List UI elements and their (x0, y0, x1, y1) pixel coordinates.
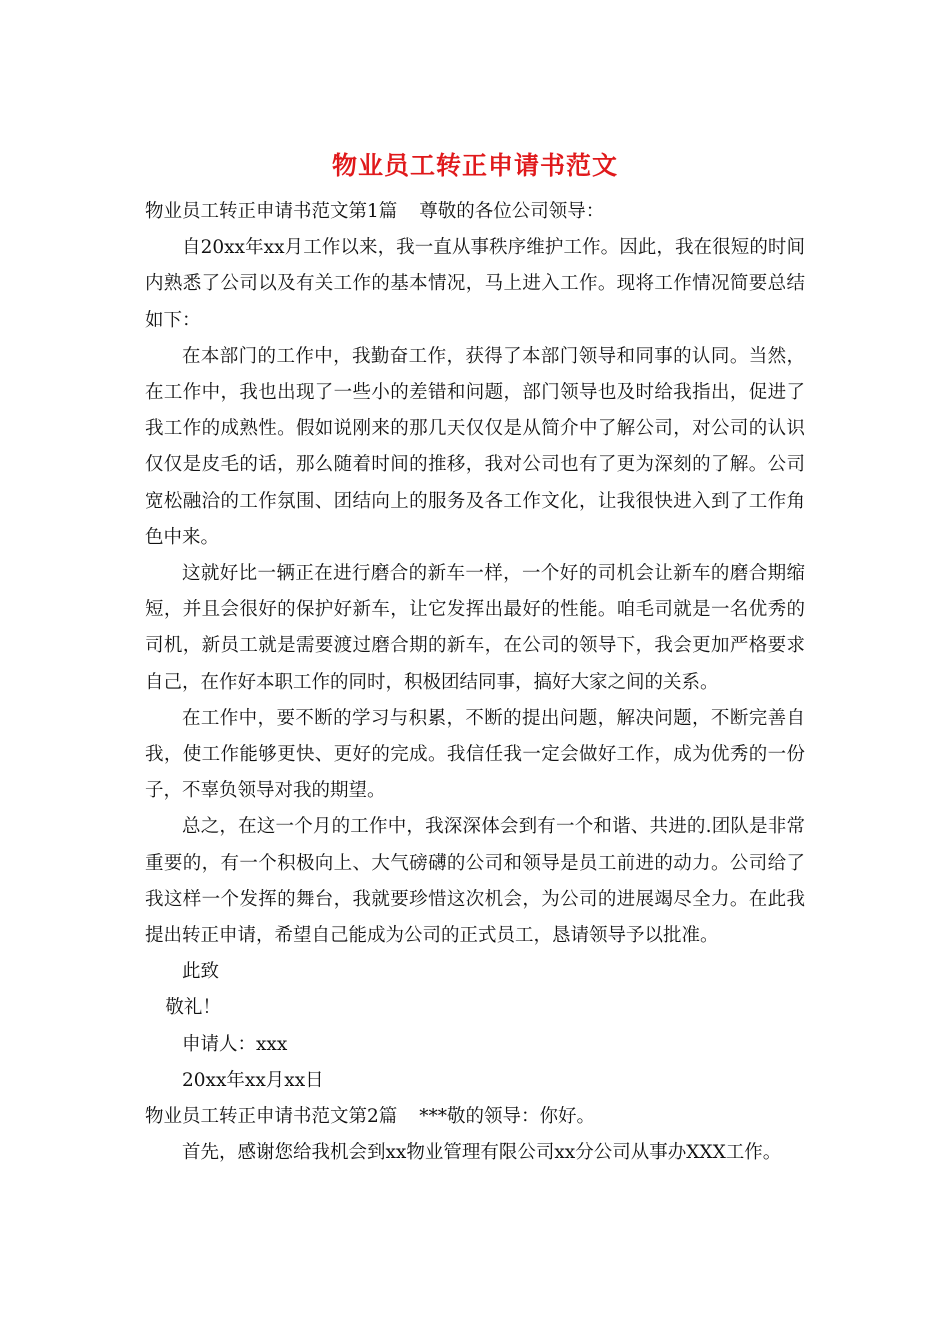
section-2-salutation: ***敬的领导：你好。 (419, 1106, 596, 1128)
paragraph: 在本部门的工作中，我勤奋工作，获得了本部门领导和同事的认同。当然，在工作中，我也出现了一些小的差错和问题，部门领导也及时给我指出，促进了我工作的成熟性。假如说刚来的那几天仅仅是从简介中了解公司，对公司的认识仅仅是皮毛的话，那么随着时间的推移，我对公司也有了更为深刻的了解。公司宽松融洽的工作氛围、团结向上的服务及各工作文化，让我很快进入到了工作角色中来。 (145, 345, 805, 548)
section-2-heading: 物业员工转正申请书范文第2篇 (145, 1106, 398, 1128)
section-1-heading-line (145, 194, 805, 230)
date-line: 20xx年xx月xx日 (182, 1069, 324, 1091)
paragraph: 这就好比一辆正在进行磨合的新车一样，一个好的司机会让新车的磨合期缩短，并且会很好的保护好新车，让它发挥出最好的性能。咱毛司就是一名优秀的司机，新员工就是需要渡过磨合期的新车，在公司的领导下，我会更加严格要求自己，在作好本职工作的同时，积极团结同事，搞好大家之间的关系。 (145, 563, 805, 693)
section-2-heading-line (145, 1099, 805, 1135)
paragraph: 首先，感谢您给我机会到xx物业管理有限公司xx分公司从事办XXX工作。 (182, 1142, 782, 1164)
section-1-heading: 物业员工转正申请书范文第1篇 (145, 201, 398, 222)
paragraph: 自20xx年xx月工作以来，我一直从事秩序维护工作。因此，我在很短的时间内熟悉了公司以及有关工作的基本情况，马上进入工作。现将工作情况简要总结如下： (145, 237, 805, 331)
paragraph: 总之，在这一个月的工作中，我深深体会到有一个和谐、共进的.团队是非常重要的，有一个积极向上、大气磅礴的公司和领导是员工前进的动力。公司给了我这样一个发挥的舞台，我就要珍惜这次机会，为公司的进展竭尽全力。在此我提出转正申请，希望自己能成为公司的正式员工，恳请领导予以批准。 (145, 816, 805, 947)
document-body (145, 194, 805, 1171)
closing-line: 此致 (182, 961, 220, 983)
section-1-salutation: 尊敬的各位公司领导： (419, 201, 605, 222)
closing-salute: 敬礼！ (165, 997, 221, 1019)
applicant-line: 申请人：xxx (182, 1033, 288, 1055)
paragraph: 在工作中，要不断的学习与积累，不断的提出问题，解决问题，不断完善自我，使工作能够更快、更好的完成。我信任我一定会做好工作，成为优秀的一份子，不辜负领导对我的期望。 (145, 707, 805, 802)
document-title: 物业员工转正申请书范文 (331, 151, 618, 180)
